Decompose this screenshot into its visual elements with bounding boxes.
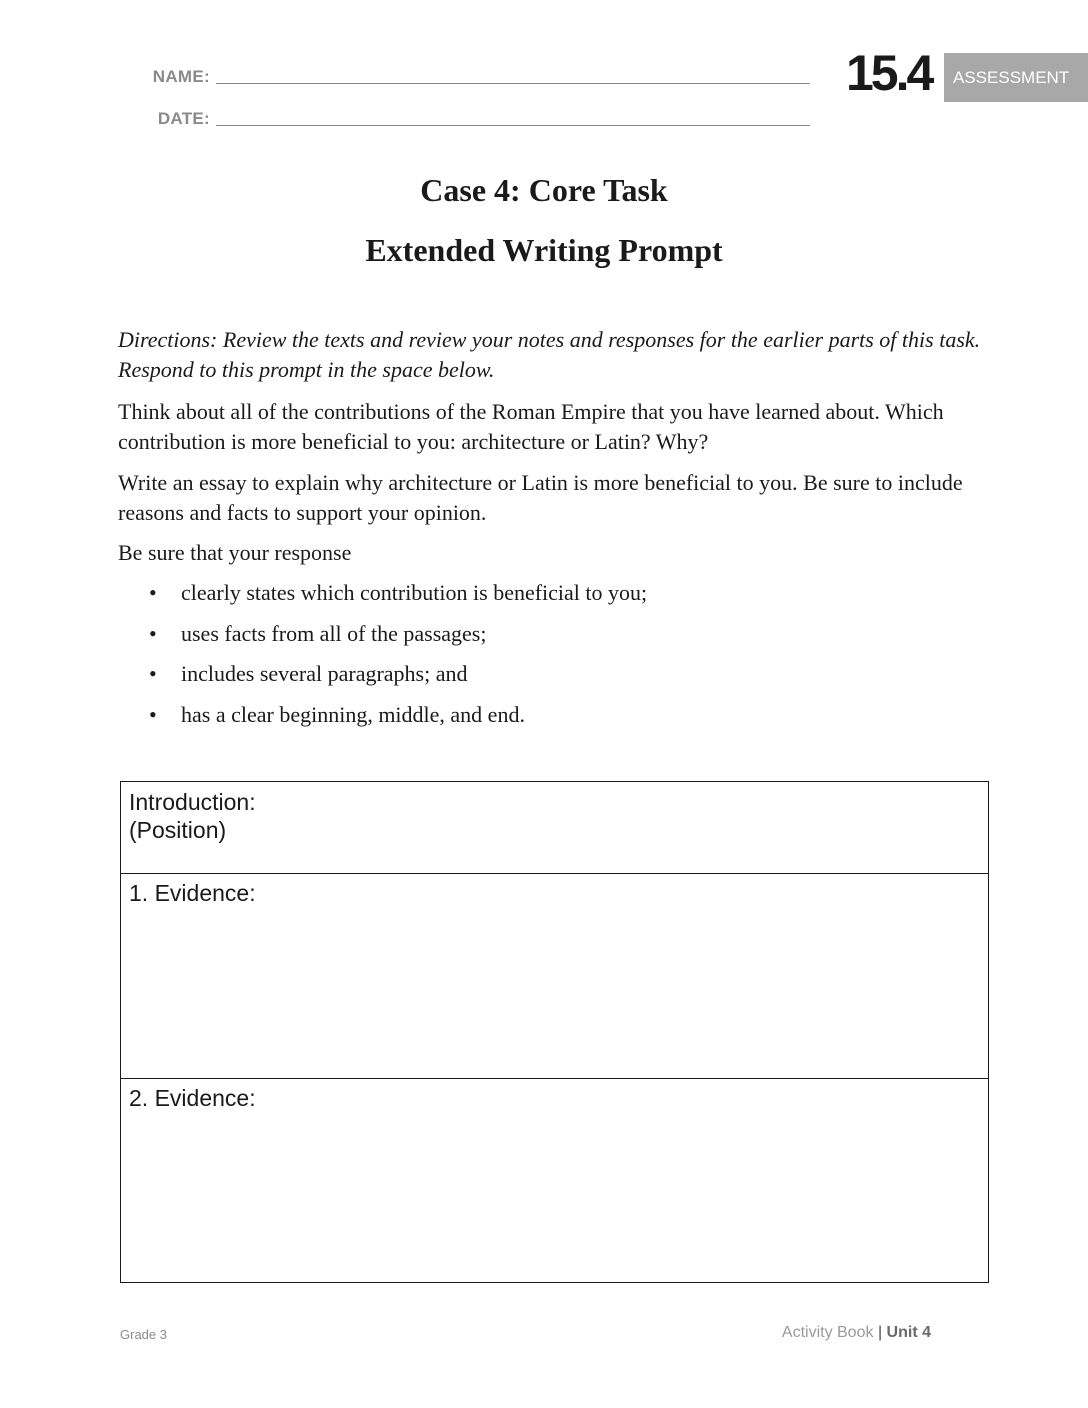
- lesson-number: 15.4: [846, 45, 932, 101]
- response-table: [120, 781, 989, 1283]
- instructions-text: Write an essay to explain why architecture or Latin is more beneficial to you. Be sure to include reasons and facts to support your opinion.: [118, 470, 963, 525]
- assessment-tab-label: ASSESSMENT: [953, 67, 1070, 87]
- position-label: (Position): [129, 817, 227, 843]
- assessment-tab: [944, 53, 1088, 102]
- bullet-icon: •: [149, 620, 157, 646]
- footer-book: Activity Book: [781, 1324, 874, 1341]
- page-subtitle: Extended Writing Prompt: [365, 232, 723, 268]
- prompt-text: Think about all of the contributions of the Roman Empire that you have learned about. Which contribution is more beneficial to you: architecture or Latin? Why?: [118, 399, 944, 454]
- date-label: DATE:: [157, 109, 210, 128]
- introduction-label: Introduction:: [129, 789, 256, 815]
- lead-in-text: Be sure that your response: [118, 540, 352, 565]
- footer-book-info: [782, 1324, 931, 1342]
- footer-unit: Unit 4: [886, 1324, 931, 1341]
- name-label: NAME:: [152, 67, 210, 86]
- evidence-2-cell[interactable]: [121, 1078, 988, 1282]
- evidence-1-cell[interactable]: [121, 873, 988, 1078]
- bullet-icon: •: [149, 661, 157, 686]
- footer-separator: |: [877, 1324, 883, 1341]
- evidence-1-label: 1. Evidence:: [129, 880, 256, 906]
- introduction-cell[interactable]: [121, 782, 988, 873]
- directions-text: Directions: Review the texts and review your notes and responses for the earlier parts of this task. Respond to this prompt in the space below.: [118, 327, 981, 382]
- name-field[interactable]: [216, 83, 810, 84]
- footer-grade: Grade 3: [120, 1327, 167, 1342]
- bullet-icon: •: [149, 701, 157, 727]
- page-title: Case 4: Core Task: [420, 172, 668, 208]
- date-field[interactable]: [216, 125, 810, 126]
- bullet-icon: •: [149, 580, 157, 605]
- evidence-2-label: 2. Evidence:: [129, 1085, 256, 1111]
